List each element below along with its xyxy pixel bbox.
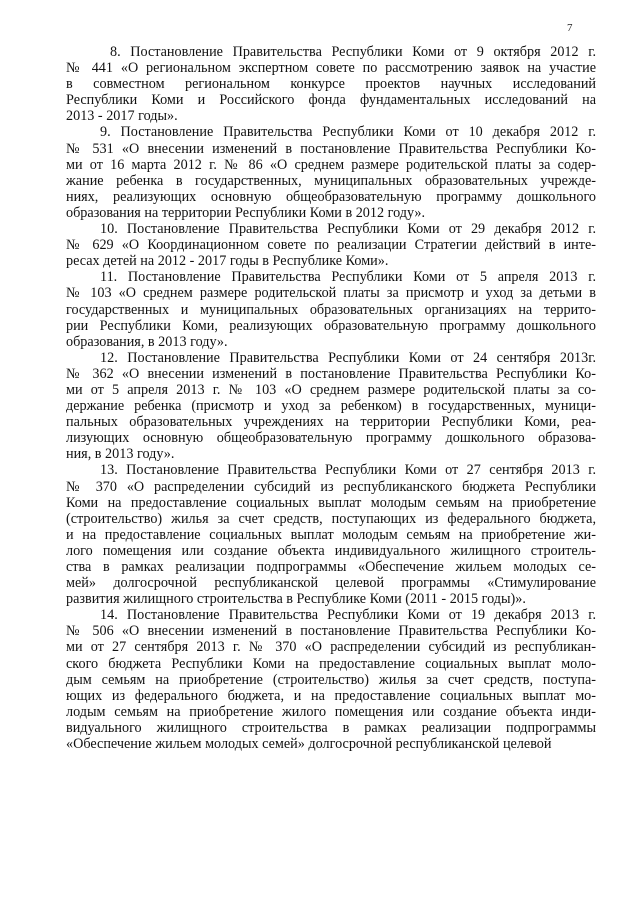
text-line: ского бюджета Республики Коми на предоставление социальных выплат моло- [66,655,596,672]
text-line: 14. Постановление Правительства Республики Коми от 19 декабря 2013 г. [100,607,596,624]
text-line: ми от 16 марта 2012 г. № 86 «О среднем размере родительской платы за содер- [66,156,596,173]
text-line: № 441 «О региональном экспертном совете по рассмотрению заявок на участие [66,60,596,77]
paragraph-p14 [66,607,596,752]
text-line: 12. Постановление Правительства Республики Коми от 24 сентября 2013г. [100,349,596,366]
text-line: ми от 5 апреля 2013 г. № 103 «О среднем размере родительской платы за со- [66,381,596,398]
text-line: рии Республики Коми, реализующих образовательную программу дошкольного [66,317,596,334]
paragraph-p11 [66,269,596,349]
text-line: ниях, реализующих основную общеобразовательную программу дошкольного [66,188,596,205]
text-line: в совместном региональном конкурсе проектов научных исследований [66,76,596,93]
text-line: развития жилищного строительства в Республике Коми (2011 - 2015 годы)». [66,591,526,608]
paragraph-p12 [66,350,596,463]
text-line: жание ребенка в государственных, муниципальных образовательных учрежде- [66,172,596,189]
text-line: 8. Постановление Правительства Республики Коми от 9 октября 2012 г. [110,44,596,60]
text-line: 11. Постановление Правительства Республики Коми от 5 апреля 2013 г. [100,269,596,286]
text-line: 9. Постановление Правительства Республики Коми от 10 декабря 2012 г. [100,124,596,141]
paragraph-p10 [66,221,596,269]
text-line: государственных и муниципальных образовательных организациях на террито- [66,301,596,318]
text-line: ми от 27 сентября 2013 г. № 370 «О распределении субсидий из республикан- [66,639,596,656]
text-line: и на предоставление социальных выплат молодым семьям на приобретение жи- [66,526,596,543]
text-line: видуального жилищного строительства в рамках реализации подпрограммы [66,719,596,736]
paragraph-p13 [66,462,596,607]
text-line: Республики Коми и Российского фонда фундаментальных исследований на [66,92,596,109]
text-line: лого помещения или создание объекта индивидуального жилищного строитель- [66,542,596,559]
text-line: (строительство) жилья за счет средств, поступающих из федерального бюджета, [66,510,596,527]
text-line: ющих из федерального бюджета, и на предоставление социальных выплат мо- [66,687,596,704]
text-line: № 370 «О распределении субсидий из республиканского бюджета Республики [66,478,596,495]
text-line: ния, в 2013 году». [66,446,175,463]
text-line: № 506 «О внесении изменений в постановление Правительства Республики Ко- [66,623,596,640]
text-line: мей» долгосрочной республиканской целевой программы «Стимулирование [66,575,596,592]
text-line: № 362 «О внесении изменений в постановление Правительства Республики Ко- [66,365,596,382]
document-body [66,44,596,752]
text-line: 10. Постановление Правительства Республики Коми от 29 декабря 2012 г. [100,221,596,238]
text-line: образования, в 2013 году». [66,333,228,350]
paragraph-p8 [66,44,596,124]
text-line: образования на территории Республики Коми в 2012 году». [66,204,426,221]
text-line: лодым семьям на приобретение жилого помещения или создание объекта инди- [66,703,596,720]
text-line: 2013 - 2017 годы». [66,108,178,125]
text-line: Коми на предоставление социальных выплат молодым семьям на приобретение [66,494,596,511]
text-line: держание ребенка (присмотр и уход за ребенком) в государственных, муници- [66,398,596,415]
text-line: дым семьям на приобретение (строительство) жилья за счет средств, поступа- [66,671,596,688]
page-number: 7 [567,22,573,34]
text-line: № 629 «О Координационном совете по реализации Стратегии действий в инте- [66,237,596,254]
text-line: ства в рамках реализации подпрограммы «Обеспечение жильем молодых се- [66,559,596,575]
text-line: № 103 «О среднем размере родительской платы за присмотр и уход за детьми в [66,285,596,302]
text-line: пальных образовательных учреждениях на территории Республики Коми, реа- [66,414,596,431]
text-line: № 531 «О внесении изменений в постановление Правительства Республики Ко- [66,140,596,157]
text-line: «Обеспечение жильем молодых семей» долгосрочной республиканской целевой [66,736,552,753]
text-line: ресах детей на 2012 - 2017 годы в Республике Коми». [66,253,389,270]
text-line: лизующих основную общеобразовательную программу дошкольного образова- [66,430,596,447]
paragraph-p9 [66,124,596,221]
text-line: 13. Постановление Правительства Республики Коми от 27 сентября 2013 г. [100,462,596,479]
